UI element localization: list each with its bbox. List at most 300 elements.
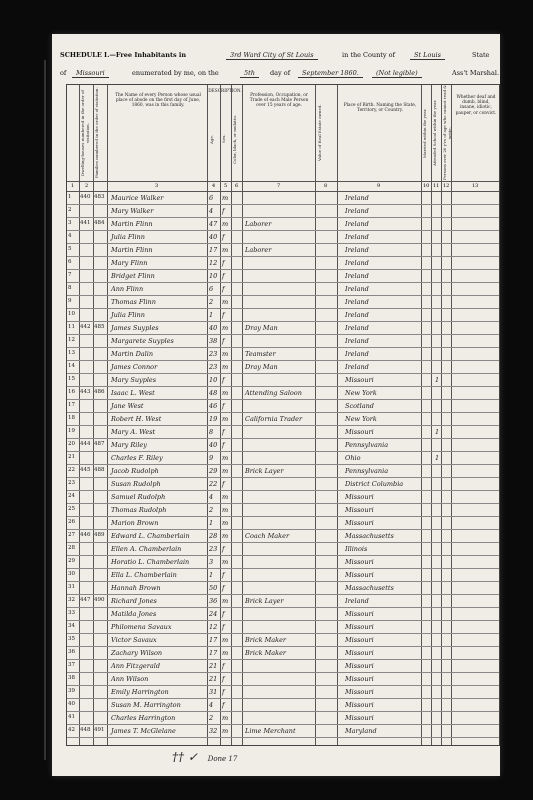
line-number: 5	[68, 246, 72, 252]
header-line-2	[52, 66, 500, 82]
sex-cell: f	[222, 337, 225, 345]
sex-cell: m	[222, 194, 229, 202]
person-name: Ellen A. Chamberlain	[111, 545, 182, 553]
schedule-title: SCHEDULE I.—Free Inhabitants in	[60, 51, 187, 59]
occupation-cell: Laborer	[245, 246, 272, 254]
sex-cell: m	[222, 519, 229, 527]
sex-cell: f	[222, 259, 225, 267]
col-value-header: Value of Real Estate owned.	[317, 104, 322, 162]
table-row	[67, 256, 499, 270]
person-name: James T. McGlelane	[111, 727, 176, 735]
family-number: 490	[94, 597, 105, 603]
person-name: Mary Flinn	[111, 259, 148, 267]
table-row	[67, 516, 499, 530]
age-cell: 10	[209, 376, 218, 384]
person-name: James Connor	[111, 363, 158, 371]
occupation-cell: Laborer	[245, 220, 272, 228]
person-name: Bridget Flinn	[111, 272, 155, 280]
age-cell: 6	[209, 285, 214, 293]
birthplace-cell: Missouri	[345, 558, 374, 566]
table-row	[67, 295, 499, 309]
dwelling-number: 448	[80, 727, 91, 733]
age-cell: 1	[209, 311, 214, 319]
county-label: in the County of	[342, 51, 395, 59]
line-number: 13	[68, 350, 75, 356]
table-row	[67, 685, 499, 699]
col-school-header: Attended School within the year.	[432, 99, 437, 167]
col-married-header: Married within the year.	[422, 108, 427, 158]
table-row	[67, 529, 499, 543]
occupation-cell: Coach Maker	[245, 532, 290, 540]
line-number: 20	[68, 441, 75, 447]
line-number: 30	[68, 571, 75, 577]
age-cell: 4	[209, 701, 214, 709]
line-number: 14	[68, 363, 75, 369]
line-number: 18	[68, 415, 75, 421]
line-number: 35	[68, 636, 75, 642]
sex-cell: m	[222, 649, 229, 657]
line-number: 17	[68, 402, 75, 408]
sex-cell: f	[222, 311, 225, 319]
line-number: 25	[68, 506, 75, 512]
age-cell: 1	[209, 571, 214, 579]
table-row	[67, 672, 499, 686]
sex-cell: m	[222, 636, 229, 644]
person-name: Philomena Savaux	[111, 623, 172, 631]
school-mark-cell: 1	[435, 428, 440, 436]
family-number: 486	[94, 389, 105, 395]
sex-cell: f	[222, 428, 225, 436]
occupation-cell: Dray Man	[245, 324, 278, 332]
person-name: Horatio L. Chamberlain	[111, 558, 190, 566]
col-number: 10	[423, 183, 430, 189]
table-row	[67, 698, 499, 712]
dwelling-number: 444	[80, 441, 91, 447]
table-row	[67, 659, 499, 673]
sex-cell: m	[222, 415, 229, 423]
line-number: 36	[68, 649, 75, 655]
table-row	[67, 230, 499, 244]
person-name: Edward L. Chamberlain	[111, 532, 190, 540]
birthplace-cell: Missouri	[345, 649, 374, 657]
age-cell: 19	[209, 415, 218, 423]
line-number: 9	[68, 298, 72, 304]
age-cell: 2	[209, 506, 214, 514]
occupation-cell: Brick Maker	[245, 636, 287, 644]
sex-cell: m	[222, 727, 229, 735]
sex-cell: f	[222, 285, 225, 293]
age-cell: 4	[209, 493, 214, 501]
col-number: 7	[277, 183, 281, 189]
person-name: Ann Wilson	[111, 675, 149, 683]
birthplace-cell: Missouri	[345, 675, 374, 683]
table-row	[67, 568, 499, 582]
occupation-cell: California Trader	[245, 415, 303, 423]
age-cell: 4	[209, 207, 214, 215]
person-name: Jacob Rudolph	[111, 467, 159, 475]
col-illiterate-header: Persons over 20 y'rs of age who cannot read & write.	[442, 85, 453, 181]
table-row	[67, 555, 499, 569]
line-number: 7	[68, 272, 72, 278]
table-row	[67, 711, 499, 725]
line-number: 8	[68, 285, 72, 291]
birthplace-cell: Ireland	[345, 259, 369, 267]
footer-marks	[172, 750, 237, 764]
day-field: 5th	[240, 69, 259, 78]
age-cell: 17	[209, 246, 218, 254]
sex-cell: f	[222, 701, 225, 709]
occupation-cell: Attending Saloon	[245, 389, 302, 397]
table-row	[67, 490, 499, 504]
line-number: 16	[68, 389, 75, 395]
birthplace-cell: Pennsylvania	[345, 467, 389, 475]
line-number: 19	[68, 428, 75, 434]
family-number: 485	[94, 324, 105, 330]
col-age-header: Age.	[209, 134, 214, 144]
birthplace-cell: Ireland	[345, 220, 369, 228]
census-sheet	[52, 34, 500, 776]
birthplace-cell: Ireland	[345, 363, 369, 371]
sex-cell: m	[222, 324, 229, 332]
line-number: 29	[68, 558, 75, 564]
age-cell: 47	[209, 220, 218, 228]
col-number: 8	[324, 183, 328, 189]
table-row	[67, 191, 499, 205]
line-number: 24	[68, 493, 75, 499]
birthplace-cell: Illinois	[345, 545, 368, 553]
table-row	[67, 360, 499, 374]
table-row	[67, 204, 499, 218]
table-row	[67, 451, 499, 465]
dwelling-number: 446	[80, 532, 91, 538]
person-name: Julia Flinn	[111, 311, 145, 319]
line-number: 37	[68, 662, 75, 668]
birthplace-cell: Ohio	[345, 454, 361, 462]
school-mark-cell: 1	[435, 376, 440, 384]
family-number: 488	[94, 467, 105, 473]
age-cell: 3	[209, 558, 214, 566]
tally-marks: †† ✓	[172, 750, 198, 764]
line-number: 38	[68, 675, 75, 681]
sex-cell: f	[222, 571, 225, 579]
birthplace-cell: Missouri	[345, 701, 374, 709]
sex-cell: m	[222, 493, 229, 501]
birthplace-cell: Missouri	[345, 714, 374, 722]
birthplace-cell: Ireland	[345, 311, 369, 319]
occupation-cell: Brick Layer	[245, 597, 284, 605]
sex-cell: m	[222, 454, 229, 462]
line-number: 33	[68, 610, 75, 616]
age-cell: 22	[209, 480, 218, 488]
line-number: 15	[68, 376, 75, 382]
birthplace-cell: Missouri	[345, 662, 374, 670]
birthplace-cell: District Columbia	[345, 480, 404, 488]
birthplace-cell: Ireland	[345, 337, 369, 345]
header-line-1	[52, 48, 500, 64]
age-cell: 29	[209, 467, 218, 475]
age-cell: 21	[209, 662, 218, 670]
line-number: 34	[68, 623, 75, 629]
birthplace-cell: New York	[345, 415, 377, 423]
sex-cell: m	[222, 558, 229, 566]
age-cell: 12	[209, 623, 218, 631]
birthplace-cell: Ireland	[345, 285, 369, 293]
sex-cell: m	[222, 363, 229, 371]
person-name: Julia Flinn	[111, 233, 145, 241]
col-number: 9	[377, 183, 381, 189]
line-number: 2	[68, 207, 72, 213]
age-cell: 8	[209, 428, 214, 436]
marshal-name-field: (Not legible)	[372, 69, 422, 78]
sex-cell: m	[222, 350, 229, 358]
birthplace-cell: Missouri	[345, 506, 374, 514]
age-cell: 50	[209, 584, 218, 592]
person-name: Margarete Suyples	[111, 337, 174, 345]
person-name: Robert H. West	[111, 415, 162, 423]
family-number: 483	[94, 194, 105, 200]
sex-cell: f	[222, 272, 225, 280]
col-number: 11	[433, 183, 440, 189]
person-name: Victor Savaux	[111, 636, 157, 644]
family-number: 489	[94, 532, 105, 538]
age-cell: 17	[209, 649, 218, 657]
birthplace-cell: New York	[345, 389, 377, 397]
person-name: Susan Rudolph	[111, 480, 161, 488]
sex-cell: f	[222, 662, 225, 670]
line-number: 32	[68, 597, 75, 603]
line-number: 31	[68, 584, 75, 590]
birthplace-cell: Missouri	[345, 376, 374, 384]
person-name: Marion Brown	[111, 519, 159, 527]
person-name: Maurice Walker	[111, 194, 164, 202]
sex-cell: f	[222, 688, 225, 696]
occupation-cell: Brick Layer	[245, 467, 284, 475]
line-number: 27	[68, 532, 75, 538]
age-cell: 2	[209, 714, 214, 722]
age-cell: 2	[209, 298, 214, 306]
birthplace-cell: Missouri	[345, 493, 374, 501]
footer-note: Done 17	[207, 755, 238, 763]
birthplace-cell: Ireland	[345, 233, 369, 241]
birthplace-cell: Missouri	[345, 428, 374, 436]
dwelling-number: 441	[80, 220, 91, 226]
table-row	[67, 438, 499, 452]
birthplace-cell: Missouri	[345, 688, 374, 696]
occupation-cell: Lime Merchant	[245, 727, 296, 735]
age-cell: 46	[209, 402, 218, 410]
line-number: 1	[68, 194, 72, 200]
sex-cell: m	[222, 467, 229, 475]
sex-cell: f	[222, 480, 225, 488]
sex-cell: f	[222, 207, 225, 215]
person-name: Martin Flinn	[111, 246, 153, 254]
dwelling-number: 440	[80, 194, 91, 200]
census-table	[66, 84, 500, 746]
person-name: Martin Flinn	[111, 220, 153, 228]
person-name: Thomas Flinn	[111, 298, 156, 306]
table-row	[67, 503, 499, 517]
marshal-label: Ass't Marshal.	[452, 69, 500, 77]
family-number: 491	[94, 727, 105, 733]
age-cell: 23	[209, 363, 218, 371]
sex-cell: m	[222, 389, 229, 397]
age-cell: 40	[209, 441, 218, 449]
birthplace-cell: Ireland	[345, 272, 369, 280]
col-condition-header: Whether deaf and dumb, blind, insane, idiotic, pauper, or convict.	[455, 95, 497, 116]
sex-cell: m	[222, 506, 229, 514]
line-number: 41	[68, 714, 75, 720]
line-number: 21	[68, 454, 75, 460]
table-row	[67, 243, 499, 257]
occupation-cell: Teamster	[245, 350, 276, 358]
enumerated-label: enumerated by me, on the	[132, 69, 219, 77]
person-name: Charles Harrington	[111, 714, 176, 722]
line-number: 12	[68, 337, 75, 343]
birthplace-cell: Missouri	[345, 623, 374, 631]
sex-cell: f	[222, 675, 225, 683]
sex-cell: f	[222, 441, 225, 449]
person-name: Mary Walker	[111, 207, 154, 215]
table-row	[67, 646, 499, 660]
sex-cell: f	[222, 376, 225, 384]
line-number: 11	[68, 324, 75, 330]
table-row	[67, 399, 499, 413]
person-name: Zachary Wilson	[111, 649, 163, 657]
table-row	[67, 425, 499, 439]
table-row	[67, 633, 499, 647]
line-number: 23	[68, 480, 75, 486]
sex-cell: f	[222, 584, 225, 592]
table-row	[67, 308, 499, 322]
table-row	[67, 477, 499, 491]
col-birthplace-header: Place of Birth. Naming the State, Territory, or Country.	[343, 103, 417, 114]
birthplace-cell: Ireland	[345, 298, 369, 306]
col-number: 2	[85, 183, 89, 189]
age-cell: 17	[209, 636, 218, 644]
person-name: Mary Riley	[111, 441, 147, 449]
line-number: 28	[68, 545, 75, 551]
col-number: 3	[155, 183, 159, 189]
dwelling-number: 443	[80, 389, 91, 395]
table-row	[67, 594, 499, 608]
birthplace-cell: Missouri	[345, 610, 374, 618]
county-field: St Louis	[410, 51, 445, 60]
dwelling-number: 445	[80, 467, 91, 473]
family-number: 484	[94, 220, 105, 226]
age-cell: 36	[209, 597, 218, 605]
line-number: 26	[68, 519, 75, 525]
line-number: 4	[68, 233, 72, 239]
sex-cell: f	[222, 623, 225, 631]
table-row	[67, 347, 499, 361]
table-row	[67, 217, 499, 231]
school-mark-cell: 1	[435, 454, 440, 462]
age-cell: 9	[209, 454, 214, 462]
age-cell: 23	[209, 545, 218, 553]
birthplace-cell: Missouri	[345, 519, 374, 527]
dwelling-number: 447	[80, 597, 91, 603]
table-row	[67, 607, 499, 621]
line-number: 22	[68, 467, 75, 473]
birthplace-cell: Ireland	[345, 350, 369, 358]
family-number: 487	[94, 441, 105, 447]
birthplace-cell: Massachusetts	[345, 584, 394, 592]
col-number: 4	[212, 183, 216, 189]
of-label: of	[60, 69, 67, 77]
person-name: Matilda Jones	[111, 610, 157, 618]
sex-cell: m	[222, 298, 229, 306]
person-name: Mary Suyples	[111, 376, 157, 384]
person-name: Charles F. Riley	[111, 454, 163, 462]
description-header: DESCRIPTION.	[208, 89, 242, 94]
birthplace-cell: Ireland	[345, 207, 369, 215]
table-row	[67, 412, 499, 426]
person-name: Isaac L. West	[111, 389, 155, 397]
line-number: 40	[68, 701, 75, 707]
person-name: Ann Flinn	[111, 285, 144, 293]
birthplace-cell: Ireland	[345, 246, 369, 254]
age-cell: 21	[209, 675, 218, 683]
person-name: Richard Jones	[111, 597, 157, 605]
col-sex-header: Sex.	[221, 134, 226, 144]
person-name: Samuel Rudolph	[111, 493, 166, 501]
table-row	[67, 581, 499, 595]
sex-cell: m	[222, 714, 229, 722]
table-row	[67, 724, 499, 738]
col-number: 1	[71, 183, 75, 189]
age-cell: 38	[209, 337, 218, 345]
col-occupation-header: Profession, Occupation, or Trade of each Male Person over 15 years of age.	[249, 93, 309, 109]
col-family-header: Families numbered in the order of visitation.	[94, 87, 99, 179]
dayof-label: day of	[270, 69, 291, 77]
age-cell: 32	[209, 727, 218, 735]
birthplace-cell: Ireland	[345, 324, 369, 332]
person-name: James Suyples	[111, 324, 159, 332]
line-number: 6	[68, 259, 72, 265]
birthplace-cell: Ireland	[345, 194, 369, 202]
table-row	[67, 334, 499, 348]
ward-field: 3rd Ward City of St Louis	[226, 51, 318, 60]
person-name: Emily Harrington	[111, 688, 169, 696]
birthplace-cell: Missouri	[345, 636, 374, 644]
table-row	[67, 269, 499, 283]
col-dwelling-header: Dwelling-houses numbered in the order of visitation.	[80, 90, 91, 176]
person-name: Hannah Brown	[111, 584, 161, 592]
birthplace-cell: Ireland	[345, 597, 369, 605]
age-cell: 10	[209, 272, 218, 280]
sex-cell: m	[222, 532, 229, 540]
col-name-header: The Name of every Person whose usual place of abode on the first day of June, 1860, was in this family.	[115, 93, 201, 109]
age-cell: 12	[209, 259, 218, 267]
person-name: Ella L. Chamberlain	[111, 571, 177, 579]
age-cell: 1	[209, 519, 214, 527]
age-cell: 40	[209, 233, 218, 241]
table-row	[67, 282, 499, 296]
person-name: Jane West	[111, 402, 144, 410]
col-number: 13	[472, 183, 479, 189]
col-color-header: Color, black, or mulatto.	[232, 114, 237, 164]
birthplace-cell: Massachusetts	[345, 532, 394, 540]
sex-cell: f	[222, 233, 225, 241]
dwelling-number: 442	[80, 324, 91, 330]
table-row	[67, 620, 499, 634]
month-field: September 1860.	[298, 69, 363, 78]
age-cell: 23	[209, 350, 218, 358]
sex-cell: m	[222, 220, 229, 228]
age-cell: 40	[209, 324, 218, 332]
line-number: 3	[68, 220, 72, 226]
person-name: Mary A. West	[111, 428, 156, 436]
